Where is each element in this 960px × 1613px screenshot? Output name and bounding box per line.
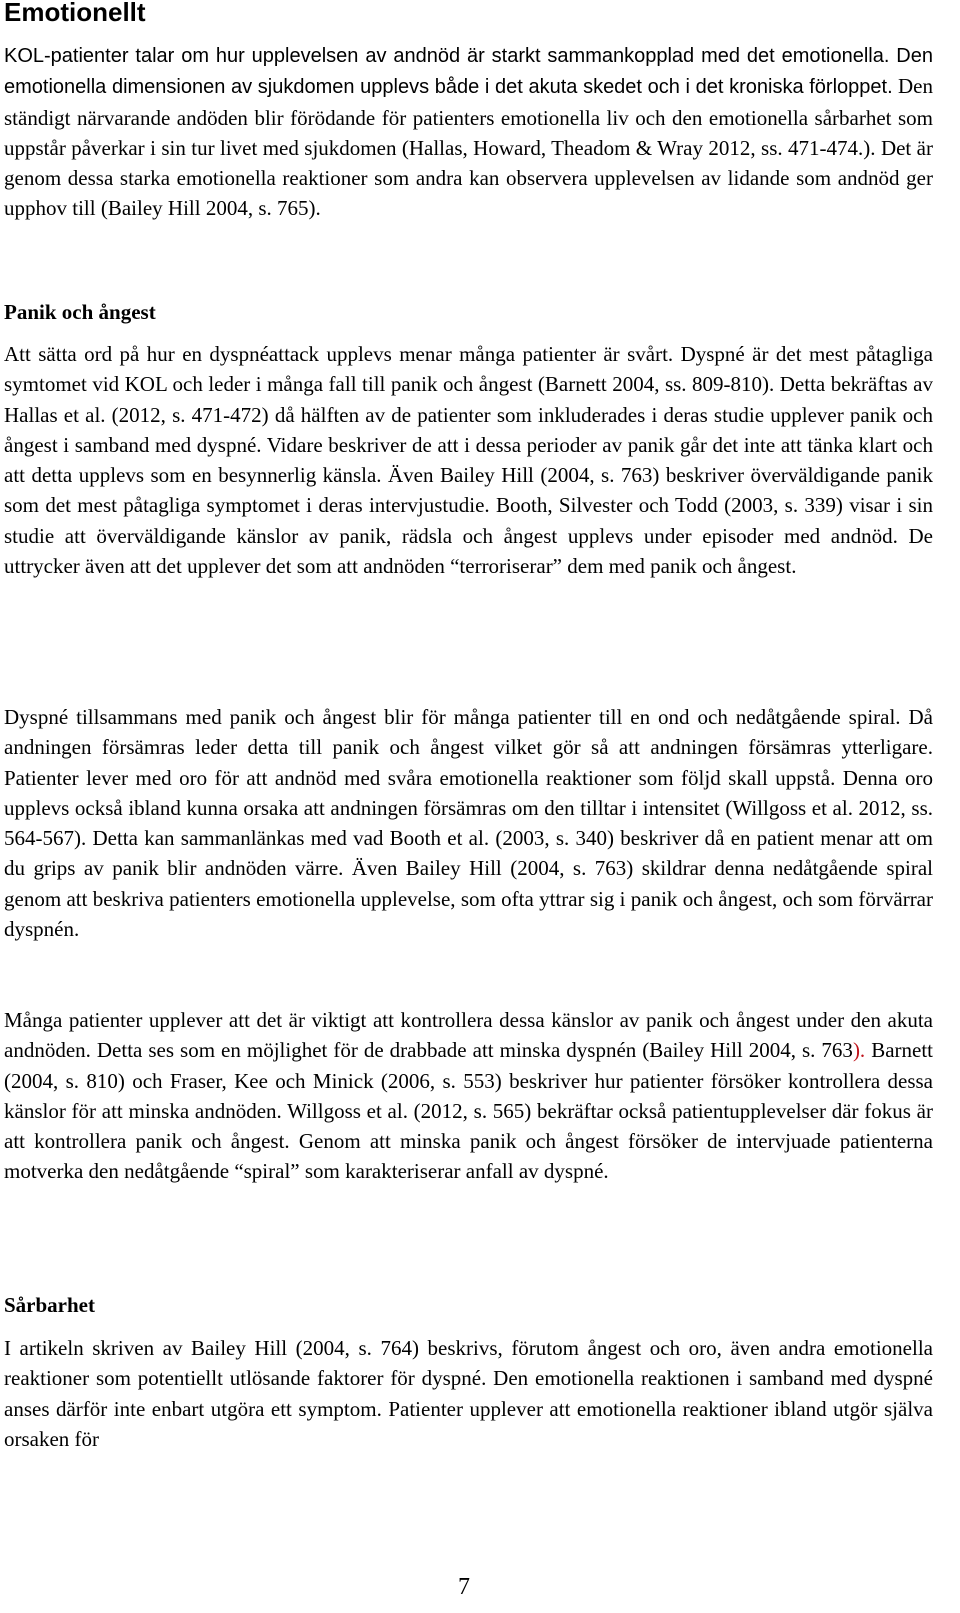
section-heading-panik: Panik och ångest xyxy=(4,300,156,324)
paragraph-sarbarhet: I artikeln skriven av Bailey Hill (2004, s. 764) beskrivs, förutom ångest och oro, även andra emotionella reaktioner som potentiellt utlösande faktorer för dyspné. Den emotionella reaktionen i samband med dyspné anses därför inte enbart utgöra ett symptom. Patienter upplever att emotionella reaktioner ibland utgör själva orsaken för xyxy=(4,1336,933,1451)
paragraph-text-before: Många patienter upplever att det är viktigt att kontrollera dessa känslor av panik och ångest under den akuta andnöden. Detta ses som en möjlighet för de drabbade att minska dyspnén (Bailey Hill 2004, s. 763 xyxy=(4,1008,933,1063)
paragraph-panik-1: Att sätta ord på hur en dyspnéattack upplevs menar många patienter är svårt. Dyspné är det mest påtagliga symtomet vid KOL och leder i många fall till panik och ångest (Barnett 2004, ss. 809-810). Detta bekräftas av Hallas et al. (2012, s. 471-472) då hälften av de patienter som inkluderades i deras studie upplever panik och ångest i samband med dyspné. Vidare beskriver de att i dessa perioder av panik går det inte att tänka klart och att detta upplevs som en besynnerlig känsla. Även Bailey Hill (2004, s. 763) beskriver överväldigande panik som det mest påtagliga symptomet i deras intervjustudie. Booth, Silvester och Todd (2003, s. 339) visar i sin studie att överväldigande känslor av panik, rädsla och ångest upplevs under episoder med andnöd. De uttrycker även att det upplever det som att andnöden “terroriserar” dem med panik och ångest. xyxy=(4,342,933,579)
section-heading-emotionellt: Emotionellt xyxy=(4,0,146,27)
paragraph-emotionellt xyxy=(4,40,933,224)
paragraph-text-after: Barnett (2004, s. 810) och Fraser, Kee och Minick (2006, s. 553) beskriver hur patienter försöker kontrollera dessa känslor för att minska andnöden. Willgoss et al. (2012, s. 565) bekräftar också patientupplevelser där fokus är att kontrollera panik och ångest. Genom att minska panik och ångest försöker de intervjuade patienterna motverka den nedåtgående “spiral” som karakteriserar anfall av dyspné. xyxy=(4,1038,933,1184)
paragraph-sans-part: KOL-patienter talar om hur upplevelsen av andnöd är starkt sammankopplad med det emotionella. Den emotionella dimensionen av sjukdomen upplevs både i det akuta skedet och i det kroniska förloppet. xyxy=(4,45,933,99)
paragraph-panik-2: Dyspné tillsammans med panik och ångest blir för många patienter till en ond och nedåtgående spiral. Då andningen försämras leder detta till panik och ångest vilket gör så att andningen försämras ytterligare. Patienter lever med oro för att andnöd med svåra emotionella reaktioner som följd skall uppstå. Denna oro upplevs också ibland kunna orsaka att andningen försämras om den tilltar i intensitet (Willgoss et al. 2012, ss. 564-567). Detta kan sammanlänkas med vad Booth et al. (2003, s. 340) beskriver då en patient menar att om du grips av panik blir andnöden värre. Även Bailey Hill (2004, s. 763) skildrar denna nedåtgående spiral genom att beskriva patienters emotionella upplevelse, som ofta yttrar sig i panik och ångest, och som förvärrar dyspnén. xyxy=(4,705,933,942)
section-heading-sarbarhet: Sårbarhet xyxy=(4,1293,95,1317)
paragraph-panik-3 xyxy=(4,1005,933,1187)
paragraph-serif-part: Den ständigt närvarande andöden blir förödande för patienters emotionella liv och den emotionella sårbarhet som uppstår påverkar i sin tur livet med sjukdomen (Hallas, Howard, Theadom & Wray 2012, ss. 471-474.). Det är genom dessa starka emotionella reaktioner som andra kan observera upplevelsen av lidande som andnöd ger upphov till (Bailey Hill 2004, s. 765). xyxy=(4,74,933,221)
highlighted-text: ). xyxy=(852,1038,866,1063)
page-number: 7 xyxy=(458,1574,470,1600)
